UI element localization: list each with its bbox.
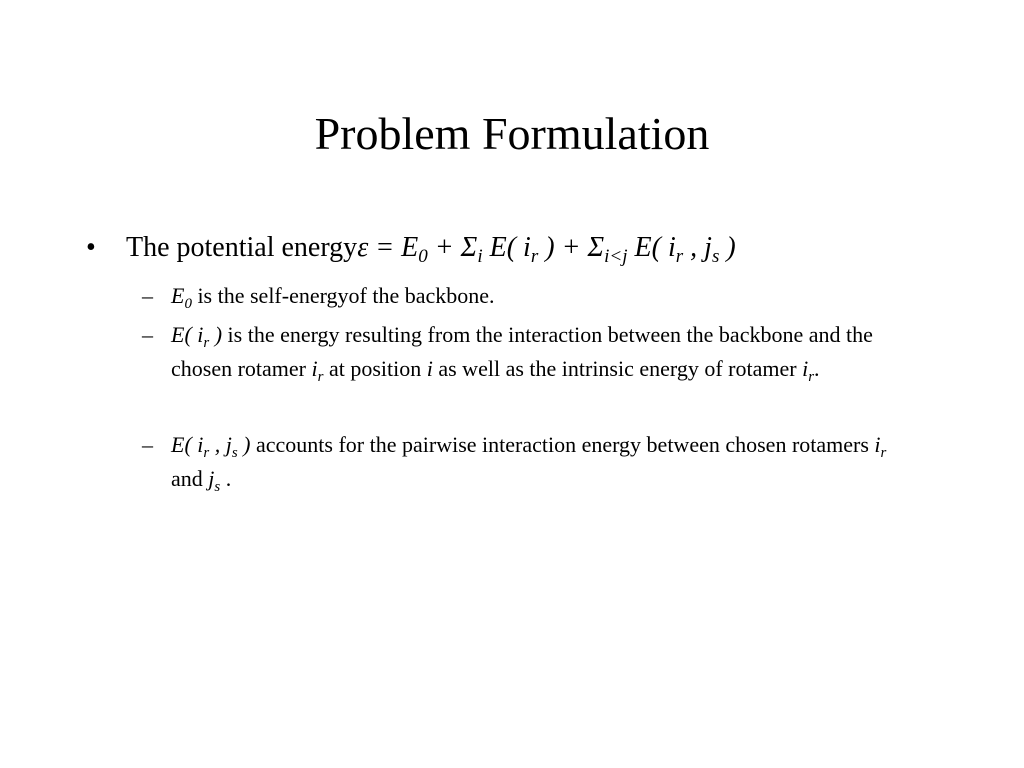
subitem-dash: – (142, 432, 153, 457)
position-i-symbol: i (426, 356, 433, 381)
slide-title: Problem Formulation (314, 108, 710, 159)
subitem-text: E( $i_r$ ) is the energy resulting from the interaction between the backbone and the chosen rotamer $i_r$ at position i as well as the intrinsic energy of rotamer $i_r$. (171, 322, 873, 385)
subitem-text: E( $i_r$ , $j_s$ ) accounts for the pairwise interaction energy between chosen rotamers $i_r$ and $j_s$ . (171, 432, 887, 495)
ir-symbol: $i_r$ (802, 356, 815, 385)
subitem-self-energy (142, 279, 902, 313)
subitem-dash: – (142, 322, 153, 347)
bullet-text (126, 228, 736, 268)
e-ir-symbol: E( $i_r$ ) (171, 322, 223, 351)
subitem-rotamer-energy (142, 318, 902, 386)
energy-formula: $\varepsilon = E_0 + \Sigma_i$ E( $i_r$ ) + $\Sigma_{i<j}$ E( $i_r$ , $j_s$ ) (357, 232, 736, 268)
e0-symbol: $E_0$ (171, 283, 192, 312)
js-symbol: $j_s$ (208, 466, 221, 495)
e-ir-js-symbol: E( $i_r$ , $j_s$ ) (171, 432, 251, 461)
subitem-text: $E_0$ is the self-energyof the backbone. (171, 283, 495, 312)
subitem-pairwise-energy (142, 428, 902, 496)
ir-symbol: $i_r$ (874, 432, 887, 461)
bullet-marker: • (86, 232, 96, 263)
subitem-dash: – (142, 283, 153, 308)
ir-symbol: $i_r$ (311, 356, 324, 385)
bullet-lead: The potential energy (126, 232, 358, 263)
